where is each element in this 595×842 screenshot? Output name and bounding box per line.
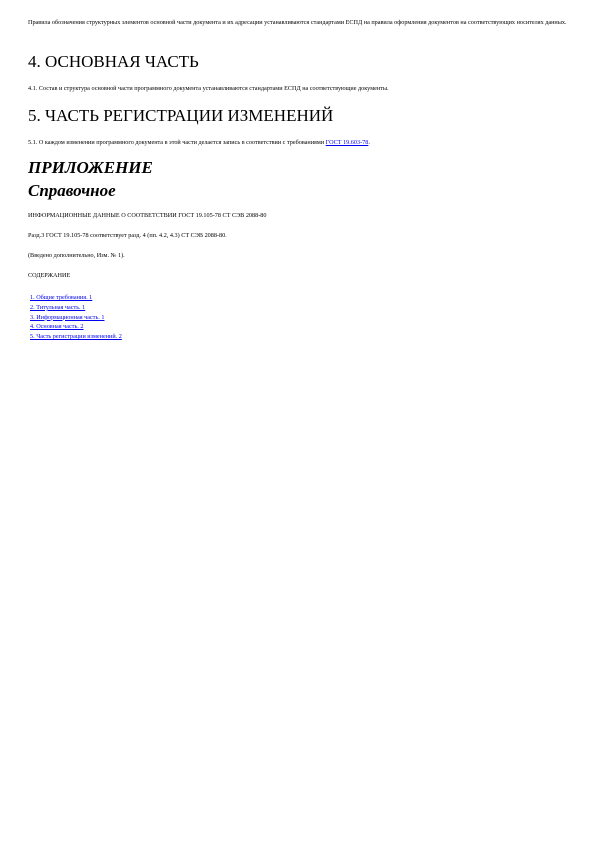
toc-item	[30, 303, 122, 313]
toc-link-main-part[interactable]: 4. Основная часть. 2	[30, 323, 84, 331]
section-4-1-paragraph: 4.1. Состав и структура основной части программного документа устанавливаются стандартами ЕСПД на соответствующие документы.	[28, 85, 389, 92]
section-5-1-text: 5.1. О каждом изменении программного документа в этой части делается запись в соответствии с требованиями	[28, 139, 326, 146]
toc-link-title-part[interactable]: 2. Титульная часть. 1	[30, 303, 86, 311]
toc-item	[30, 322, 122, 332]
gost-19-603-78-link[interactable]: ГОСТ 19.603-78	[325, 139, 369, 146]
section-5-1-paragraph	[28, 138, 568, 148]
appendix-title: ПРИЛОЖЕНИЕ	[28, 158, 153, 177]
toc-link-information-part[interactable]: 3. Информационная часть. 1	[30, 313, 105, 321]
section-5-heading: 5. ЧАСТЬ РЕГИСТРАЦИИ ИЗМЕНЕНИЙ	[28, 106, 334, 125]
correspondence-paragraph: Разд.3 ГОСТ 19.105-78 соответствует разд. 4 (пп. 4.2, 4.3) СТ СЭВ 2088-80.	[28, 232, 227, 239]
section-5-1-end: .	[368, 139, 370, 146]
appendix-subtitle: Справочное	[28, 181, 116, 200]
contents-title: СОДЕРЖАНИЕ	[28, 272, 71, 279]
intro-paragraph: Правила обозначения структурных элементов основной части документа и их адресации устанавливаются стандартами ЕСПД на правила оформления документов на соответствующих носителях данных.	[28, 19, 567, 26]
toc-item	[30, 332, 122, 342]
info-data-heading: ИНФОРМАЦИОННЫЕ ДАННЫЕ О СООТВЕТСТВИИ ГОСТ 19.105-78 СТ СЭВ 2088-80	[28, 212, 267, 219]
table-of-contents	[30, 293, 122, 342]
section-4-heading: 4. ОСНОВНАЯ ЧАСТЬ	[28, 52, 199, 71]
amendment-note: (Введено дополнительно, Изм. № 1).	[28, 252, 125, 259]
toc-item	[30, 293, 122, 303]
toc-link-general-requirements[interactable]: 1. Общие требования. 1	[30, 294, 93, 301]
toc-item	[30, 313, 122, 323]
toc-link-change-registration[interactable]: 5. Часть регистрации изменений. 2	[30, 333, 122, 341]
